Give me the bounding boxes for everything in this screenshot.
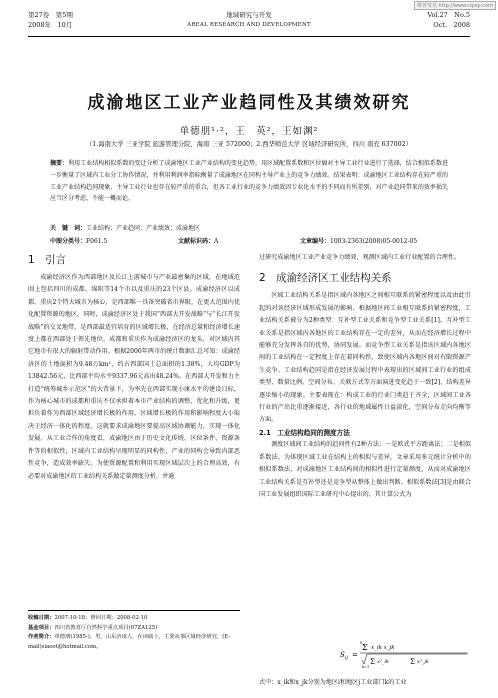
subsection-heading-2-1: 2.1 工业结构趋同的测度方法 <box>259 428 350 437</box>
formula-n-top: n <box>360 640 363 645</box>
authors: 单德朋¹·²，王 英²，王如渊² <box>179 126 319 137</box>
similarity-formula <box>340 640 470 668</box>
abstract <box>50 158 448 205</box>
header-right <box>427 10 470 30</box>
left-column <box>28 252 240 483</box>
abstract-text: 利用工业结构相似系数的变迁分析了成渝地区工业产业结构的变化趋势，用区域配置系数和区位熵对主导工业行业进行了选择，结合相似系数进一步衡量了区域内工业分工协作情况，并利用利润率指标衡量了成渝地区在同构主导产业上的竞争力绩效。结果表明：成渝地区工业结构存在较严重的工业产业结构趋同现象，主导工业行业也存在较严重的重合，但各工业行业的竞争力绩效因专业化水平的不同而有所差别，对产业趋同带来的效率损失应当区分考虑，不能一概而论。 <box>50 160 448 203</box>
fund-label: 基金项目： <box>28 624 55 631</box>
volume-issue: 第27卷 第5期 <box>28 11 73 19</box>
intro-paragraph: 成渝经济区作为西部地区及长江上游城市与产业最密集的区域，在地域范围上包括四川的成都、绵阳等14个市以及重庆的23个区县。成渝经济区以成都、重庆2个特大城市为核心，是西部唯一具备突破省市界限，在更大范围内优化配置资源的地区。同时，成渝经济区处于我国“西部大开发战略”与“长江开发战略”的交叉地带，是西部最适宜培育的区域增长极，在经济总量和经济增长速度上都在西部处于领先地位。成都和重庆作为成渝经济区的龙头，对区域内其它地市有很大的辐射带动作用。根据2006年两市的统计数据汇总可知：成渝经济区的土地面积为9.48万km²，约占西部国土总面积的1.38%，人均GDP为13842.56元，比西部平均水平9337.96元高出48.24%。在西部大开发和力主打造“统筹城乡示范区”的大背景下，为率先在西部实现小康水平的建设目标，作为核心城市的成都和重庆不仅承担着本市产业结构的调整、优化和升级，更担负着作为西部区域经济增长极的作用。区域增长极的作用和影响程度大小取决于经济一体化的程度。这就要求成渝地区要提高区域协调能力，实现一体化发展。从工业合作的角度看，成渝地区由于历史文化传统、区位条件、资源条件等的相似性，区域内工业结构呈现明显的同构性，产业的同构会导致内部恶性竞争，造成效率缺失。为使资源配置和利用实现区域层次上的合理高效，有必要对成渝地区的工业结构关系做定量测度分析，并通 <box>28 274 240 480</box>
intro-continued: 过研究成渝地区工业产业竞争力绩效，观测区域内工业行业配置的合理性。 <box>259 254 461 261</box>
right-column <box>259 252 471 501</box>
formula-den2: x²_jk <box>417 659 429 665</box>
received-dates: 2007-10-18；修回日期：2008-02-10 <box>54 615 148 621</box>
article-number: 1003-2363(2008)05-0012-05 <box>330 238 418 245</box>
formula-lhs: S <box>340 651 345 659</box>
date-en: Oct. 2008 <box>433 21 470 29</box>
keywords <box>50 223 448 234</box>
watermark: 维普资讯 http://www.cqvip.com <box>414 1 496 10</box>
header-center <box>28 10 470 30</box>
journal-name-en: AREAL RESEARCH AND DEVELOPMENT <box>187 22 311 28</box>
running-header <box>28 10 470 36</box>
vol-no-en: Vol.27 No.5 <box>427 11 470 19</box>
keywords-text: 工业结构；产业趋同；产业绩效；成渝地区 <box>86 225 201 232</box>
section-heading-intro: 1 引言 <box>28 254 67 266</box>
author-bio: 单德朋(1985-)，男，山东济南人，在读硕士，主要从事区域经济研究，(E-mail)siaeot@hotmail.com。 <box>28 634 231 650</box>
abstract-label: 摘要： <box>50 160 69 167</box>
paper-title: 成渝地区工业产业趋同性及其绩效研究 <box>87 93 411 113</box>
formula-den1: x²_ik <box>377 659 389 665</box>
article-label: 文章编号： <box>300 238 331 245</box>
journal-name: 地域研究与开发 <box>226 11 272 19</box>
keywords-label: 关 键 词： <box>50 225 87 232</box>
formula-sum-den2: Σ <box>410 658 415 666</box>
subsection-paragraph: 测度区域间工业结构的趋同性有2种方法：一是欧式平方距离法；二是相似系数法。为体现区域工业在结构上的相似与差异，文章采用多元统计分析中的相似系数法，对成渝地区工业结构间的相似性进行定量测度，从而对成渝地区工业结构关系是互补型还是竞争型从整体上做出判断。相似系数法[3]是由联合国工业发展组织国际工业研究中心提出的，其计算公式为 <box>259 441 471 498</box>
formula-k-bottom: k=1 <box>362 665 370 668</box>
formula-note: 式中：x_ik和x_jk分别为地区i和地区j工业部门k的工业 <box>259 679 407 686</box>
issue-date: 2008年 10月 <box>28 21 73 29</box>
formula-numerator: x_ik x_jk <box>371 645 395 651</box>
header-rule <box>28 36 470 37</box>
author-bio-label: 作者简介： <box>28 634 55 641</box>
section-heading-2: 2 成渝经济区工业结构关系 <box>259 272 392 285</box>
fund-text: 四川省教育厅自然科学重点项目(07ZA125) <box>54 624 158 631</box>
doc-label: 文献标识码： <box>178 238 215 245</box>
formula-eq: = <box>352 651 358 659</box>
formula-sum-den1: Σ <box>370 658 375 666</box>
formula-sum-num: Σ <box>362 643 368 652</box>
footnote-box <box>28 610 240 652</box>
section2-paragraph: 区域工业结构关系是指区域内各地区之间相互联系的紧密程度以及由此引起的对该经济区域形成发展的影响。根据地区间工业相互联系的紧密程度，工业结构关系被分为2种类型：互补型工业关系和竞争型工业关系[1]。互补型工业关系是指区域内各地区的工业结构存在一定的差异，从而在经济增长过程中能够充分发挥各自的优势，协同发展。而竞争型工业关系是指该区域内各地区间的工业结构在一定程度上存在着同构性，致使区域内各地区间对有限资源产生竞争。工业结构趋同是指在经济发展过程中表现出的区域间工业行业的组成类型、数量比例、空间分布、关联方式等方面演进变化趋于一致[2]，结构差异逐步缩小的现象。主要表现在：构成工业的行业门类趋于齐全，区域间工业各行业的产出比重逐渐接近，各行业的地域属性日益淡化，空间分布走向均衡等方面。 <box>259 292 471 424</box>
doc-code: A <box>214 238 219 245</box>
received-label: 收稿日期： <box>28 615 55 621</box>
clc-label: 中图分类号： <box>50 238 87 245</box>
clc-code: F061.5 <box>86 238 108 245</box>
formula-sub: ij <box>345 656 348 661</box>
affiliation: （1.海南大学 三亚学院 旅游管理分院，海南 三亚 572000；2.西华师范大学 区域经济研究所，四川 南充 637002） <box>86 141 412 148</box>
